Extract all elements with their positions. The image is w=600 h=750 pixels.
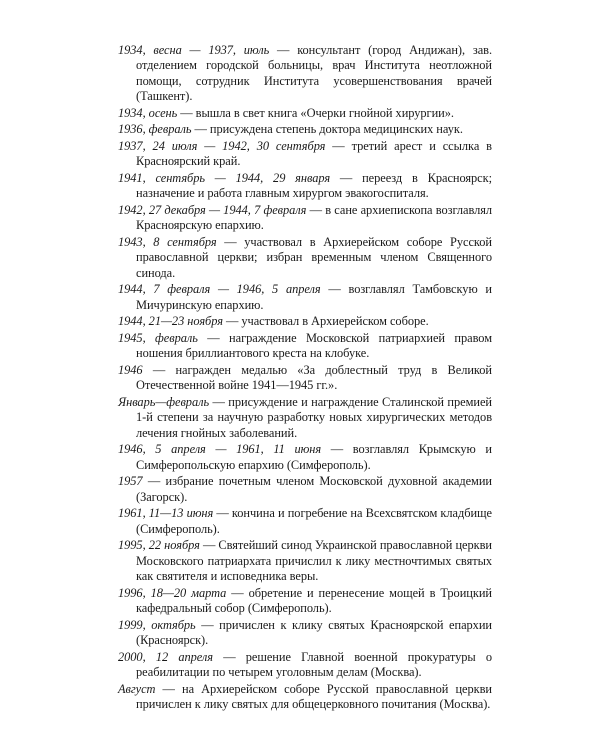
entry-date: 1944, 7 февраля — 1946, 5 апреля	[118, 282, 321, 297]
entry-text: — обретение и перенесение мощей в Троицкий кафедральный собор (Симферополь).	[136, 585, 492, 616]
entry-1936	[118, 122, 492, 137]
entry-text: — возглавлял Крымскую и Симферопольскую епархию (Симферополь).	[136, 442, 492, 472]
entry-date: 1946, 5 апреля — 1961, 11 июня	[118, 442, 322, 457]
entry-text: — решение Главной военной прокуратуры о реабилитации по четырем уголовным делам (Москва).	[136, 649, 493, 680]
entry-date: 1942, 27 декабря — 1944, 7 февраля	[118, 203, 307, 217]
entry-text: — награжден медалью «За доблестный труд в Великой Отечественной войне 1941—1945 гг.».	[136, 363, 492, 393]
entry-text: — присуждена степень доктора медицинских наук.	[191, 122, 463, 137]
entry-text: — Святейший синод Украинской православной церкви Московского патриархата причислил к лику местночтимых святых как святителя и исповедника веры.	[136, 538, 492, 584]
entry-text: — на Архиерейском соборе Русской православной церкви причислен к лику святых для общецерковного почитания (Москва).	[136, 681, 492, 712]
entry-date: 1936, февраль	[118, 122, 192, 137]
entry-1944-nov	[118, 314, 492, 329]
entry-1941	[118, 171, 492, 202]
entry-1946-jan-feb	[118, 395, 492, 441]
entry-1999	[118, 618, 492, 649]
entry-date: 2000, 12 апреля	[118, 649, 213, 664]
entry-1995	[118, 538, 492, 584]
entry-date: Январь—февраль	[118, 395, 210, 409]
entry-date: 1934, осень	[118, 105, 178, 120]
entry-date: 1957	[118, 474, 143, 489]
entry-text: — консультант (город Андижан), зав. отделением городской больницы, врач Института неотложной помощи, сотрудник Института усовершенствования врачей (Ташкент).	[136, 43, 492, 104]
entry-text: — вышла в свет книга «Очерки гнойной хирургии».	[177, 105, 454, 120]
entry-text: — участвовал в Архиерейском соборе.	[222, 314, 429, 329]
entry-1957	[118, 474, 492, 505]
entry-1943	[118, 235, 492, 281]
entry-text: — присуждение и награждение Сталинской премией 1-й степени за научную разработку новых хирургических методов лечения гнойных заболеваний.	[136, 395, 492, 440]
entry-date: 1937, 24 июля — 1942, 30 сентября	[118, 139, 326, 153]
entry-text: — третий арест и ссылка в Красноярский край.	[136, 139, 492, 169]
entry-1934-spring	[118, 43, 492, 105]
entry-1937	[118, 139, 492, 170]
entry-2000-august	[118, 682, 492, 713]
entry-text: — переезд в Красноярск; назначение и работа главным хирургом эвакогоспиталя.	[136, 171, 492, 201]
entry-1934-autumn	[118, 106, 492, 121]
entry-text: — избрание почетным членом Московской духовной академии (Загорск).	[136, 474, 492, 504]
entry-date: 1944, 21—23 ноября	[118, 314, 223, 329]
entry-1944-feb	[118, 282, 492, 313]
entry-1945	[118, 331, 492, 362]
chronology-page	[118, 43, 492, 714]
entry-2000	[118, 650, 492, 681]
entry-date: 1946	[118, 363, 143, 377]
entry-date: 1943, 8 сентября	[118, 235, 217, 249]
entry-date: 1996, 18—20 марта	[118, 585, 227, 600]
entry-text: — причислен к клику святых Красноярской епархии (Красноярск).	[136, 617, 492, 648]
entry-date: 1999, октябрь	[118, 617, 196, 632]
entry-1946-apr	[118, 442, 492, 473]
entry-text: — награждение Московской патриархией правом ношения бриллиантового креста на клобуке.	[136, 331, 493, 361]
entry-text: — кончина и погребение на Всехсвятском кладбище (Симферополь).	[136, 506, 492, 536]
entry-1942	[118, 203, 492, 234]
entry-text: — возглавлял Тамбовскую и Мичуринскую епархию.	[136, 282, 492, 312]
entry-date: Август	[118, 681, 156, 696]
entry-date: 1941, сентябрь — 1944, 29 января	[118, 171, 331, 185]
entry-date: 1995, 22 ноября	[118, 538, 200, 553]
entry-date: 1934, весна — 1937, июль	[118, 43, 270, 57]
entry-date: 1945, февраль	[118, 331, 198, 345]
entry-text: — участвовал в Архиерейском соборе Русской православной церкви; избран временным членом Священного синода.	[136, 235, 492, 280]
entry-date: 1961, 11—13 июня	[118, 506, 214, 521]
entry-text: — в сане архиепископа возглавлял Красноярскую епархию.	[136, 203, 492, 233]
entry-1946	[118, 363, 492, 394]
entry-1996	[118, 586, 492, 617]
entry-1961	[118, 506, 492, 537]
